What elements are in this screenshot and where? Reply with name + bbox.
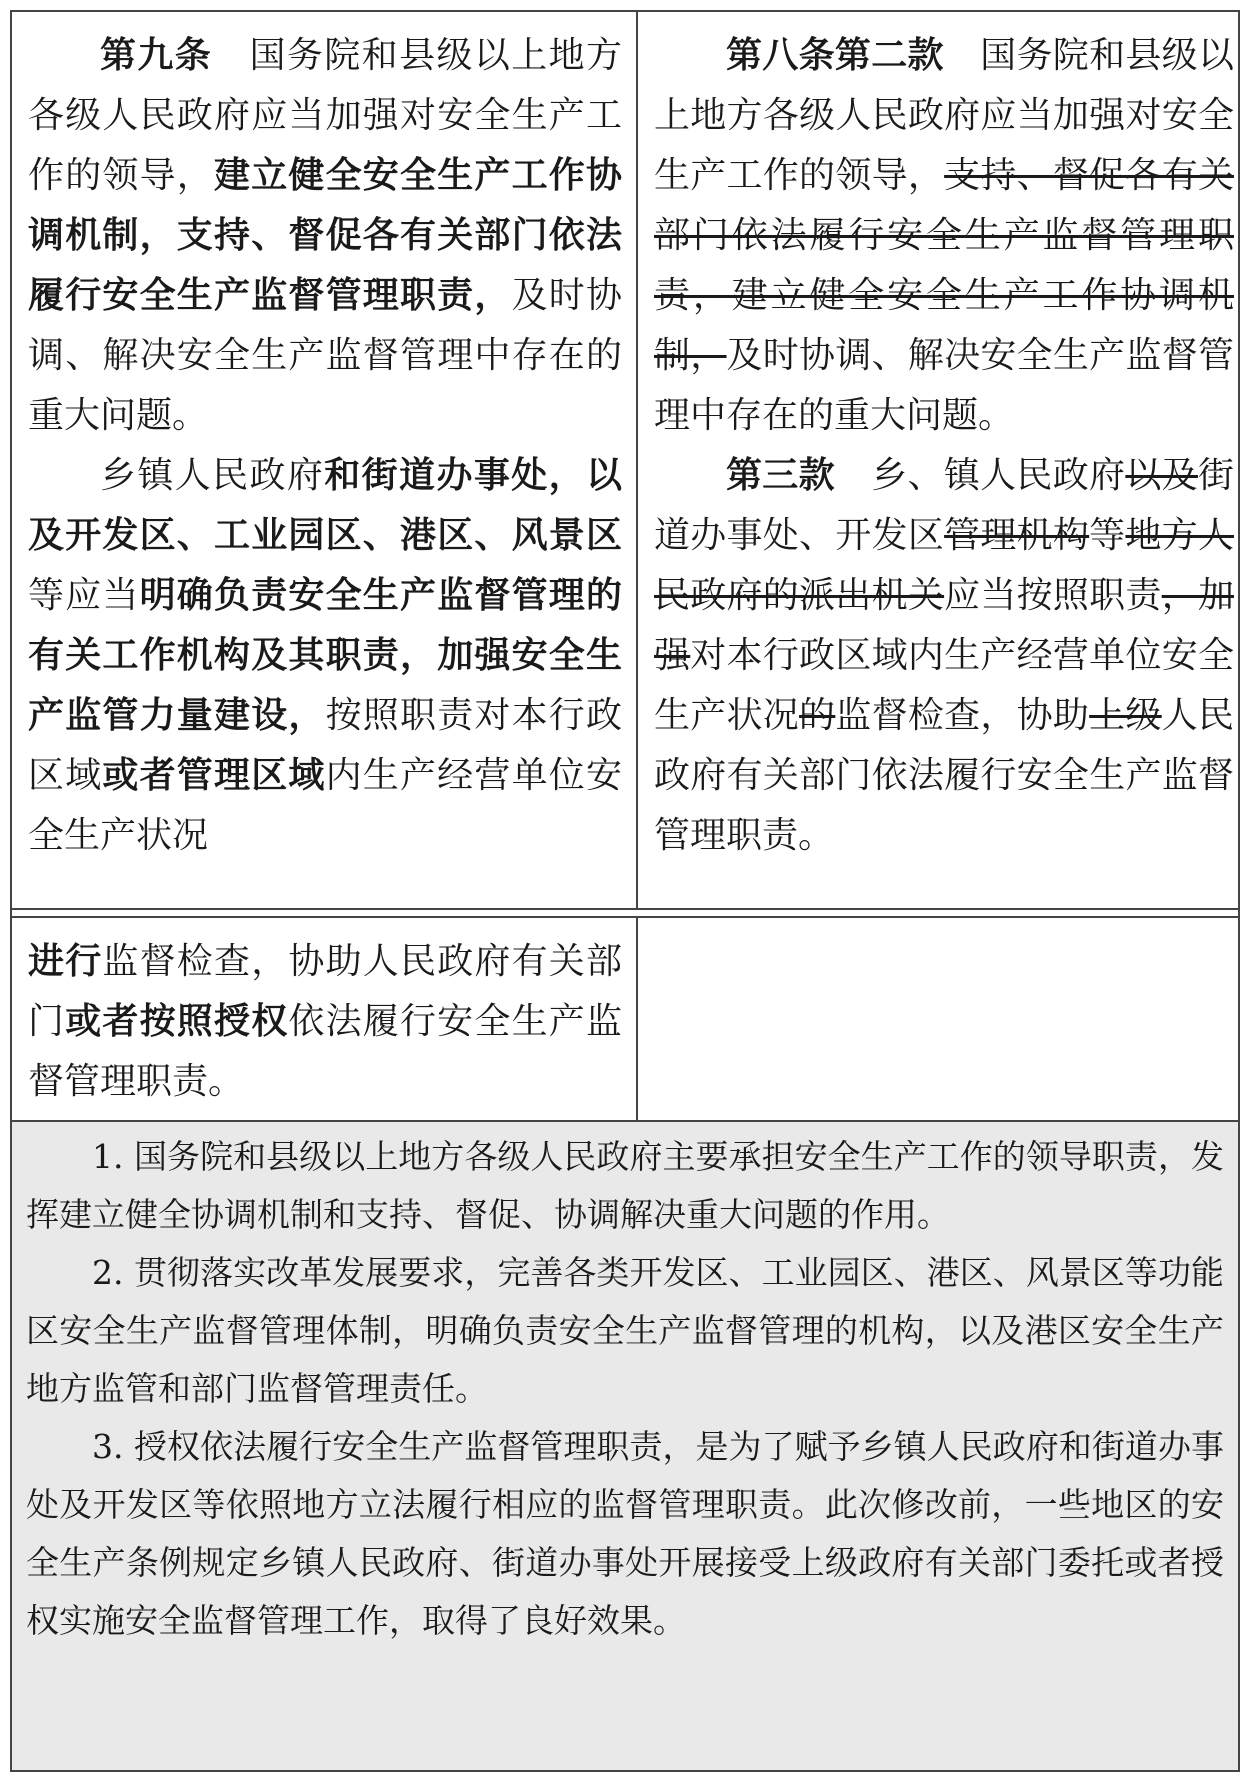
text-run: 按照职责对本行政区域 [28, 695, 622, 796]
text-run: 街道办事处、开发区 [654, 455, 1234, 556]
text-run: 监督检查，协助人民政府有关部门 [28, 941, 622, 1042]
added-text: 第八条第二款 [726, 35, 944, 76]
deleted-text: 支持、督促各有关部门依法履行安全生产监督管理职责，建立健全安全生产工作协调机制， [654, 155, 1234, 376]
article-9-paragraph-1 [28, 26, 622, 446]
article-8-clause-2 [654, 26, 1234, 446]
text-run: 乡、镇人民政府 [834, 455, 1126, 496]
old-text-cell [654, 26, 1234, 866]
note-1: 1. 国务院和县级以上地方各级人民政府主要承担安全生产工作的领导职责，发挥建立健全协调机制和支持、督促、协调解决重大问题的作用。 [26, 1137, 1224, 1234]
explanation-notes [12, 1122, 1238, 1770]
deleted-text: 管理机构 [944, 515, 1090, 556]
text-run: 等应当 [28, 575, 140, 616]
article-9-paragraph-2-continued [28, 932, 622, 1112]
text-run: 等 [1089, 515, 1126, 556]
text-run: 应当按照职责 [944, 575, 1162, 616]
deleted-text: 地方人民政府的派出机关 [654, 515, 1234, 616]
added-text: 或者管理区域 [102, 755, 326, 796]
text-run: 及时协调、解决安全生产监督管理中存在的重大问题。 [28, 275, 622, 436]
note-2: 2. 贯彻落实改革发展要求，完善各类开发区、工业园区、港区、风景区等功能区安全生产监督管理体制，明确负责安全生产监督管理的机构，以及港区安全生产地方监管和部门监督管理责任。 [26, 1253, 1224, 1408]
new-text-cell-continued [28, 932, 622, 1112]
comparison-table [10, 10, 1240, 1772]
text-run: 对本行政区域内生产经营单位安全生产状况 [654, 635, 1234, 736]
text-run: 人民政府有关部门依法履行安全生产监督管理职责。 [654, 695, 1234, 856]
added-text: 明确负责安全生产监督管理的有关工作机构及其职责，加强安全生产监管力量建设， [28, 575, 622, 736]
added-text: 建立健全安全生产工作协调机制，支持、督促各有关部门依法履行安全生产监督管理职责， [28, 155, 622, 316]
deleted-text: 上级 [1089, 695, 1162, 736]
text-run: 乡镇人民政府 [100, 455, 325, 496]
column-divider [636, 918, 638, 1122]
row-divider [12, 908, 1238, 910]
added-text: 和街道办事处，以及开发区、工业园区、港区、风景区 [28, 455, 622, 556]
deleted-text: 以及 [1125, 455, 1198, 496]
deleted-text: ，加强 [654, 575, 1234, 676]
deleted-text: 的 [799, 695, 836, 736]
added-text: 第九条 [100, 35, 213, 76]
added-text: 或者按照授权 [65, 1001, 289, 1042]
added-text: 进行 [28, 941, 103, 982]
text-run: 内生产经营单位安全生产状况 [28, 755, 622, 856]
text-run: 监督检查，协助 [835, 695, 1090, 736]
text-run: 国务院和县级以上地方各级人民政府应当加强对安全生产工作的领导， [28, 35, 622, 196]
article-8-clause-3 [654, 446, 1234, 866]
column-divider [636, 12, 638, 908]
text-run: 及时协调、解决安全生产监督管理中存在的重大问题。 [654, 335, 1234, 436]
text-run: 依法履行安全生产监督管理职责。 [28, 1001, 622, 1102]
article-9-paragraph-2 [28, 446, 622, 866]
note-3: 3. 授权依法履行安全生产监督管理职责，是为了赋予乡镇人民政府和街道办事处及开发区等依照地方立法履行相应的监督管理职责。此次修改前，一些地区的安全生产条例规定乡镇人民政府、街道办事处开展接受上级政府有关部门委托或者授权实施安全监督管理工作，取得了良好效果。 [26, 1427, 1224, 1640]
text-run: 国务院和县级以上地方各级人民政府应当加强对安全生产工作的领导， [654, 35, 1234, 196]
row-divider [12, 916, 1238, 918]
new-text-cell [28, 26, 622, 866]
added-text: 第三款 [726, 455, 835, 496]
